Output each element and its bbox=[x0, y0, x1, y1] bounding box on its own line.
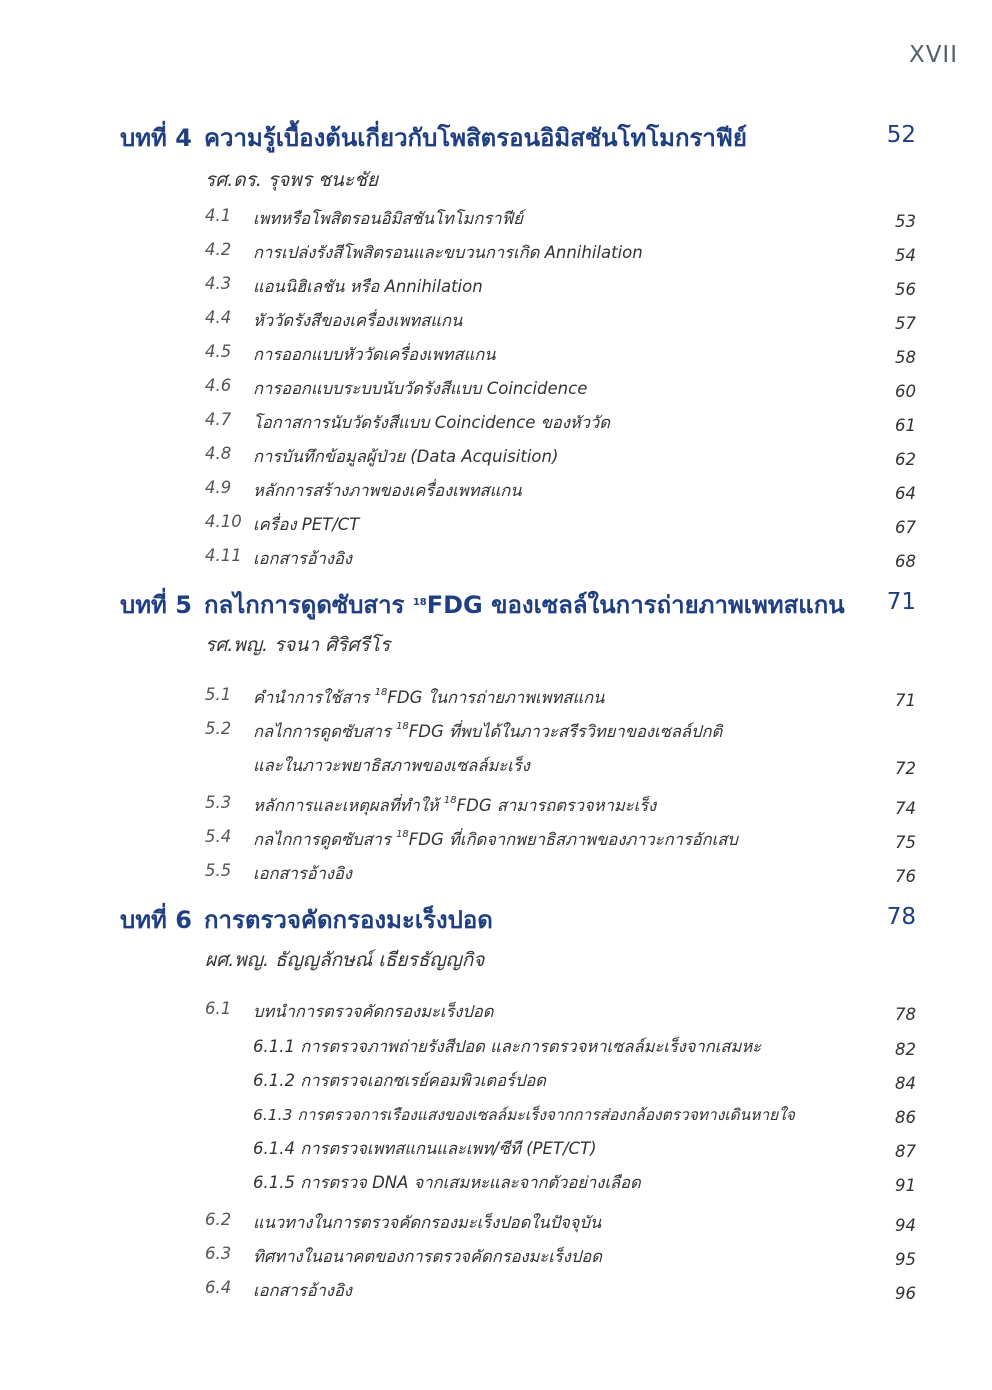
entry-number: 4.11 bbox=[205, 546, 242, 565]
entry-page: 74 bbox=[895, 799, 916, 818]
toc-subentry[interactable] bbox=[205, 1136, 916, 1164]
entry-number: 4.5 bbox=[205, 342, 232, 361]
toc-entry[interactable] bbox=[205, 827, 916, 855]
entry-page: 53 bbox=[895, 212, 916, 231]
entry-page: 68 bbox=[895, 552, 916, 571]
chapter-title: กลไกการดูดซับสาร $^{18}$FDG ของเซลล์ในการถ่ายภาพเพทสแกน bbox=[204, 591, 845, 619]
entry-title: 6.1.1 การตรวจภาพถ่ายรังสีปอด และการตรวจหาเซลล์มะเร็งจากเสมหะ bbox=[253, 1037, 762, 1056]
toc-entry[interactable] bbox=[205, 240, 916, 268]
entry-number: 6.2 bbox=[205, 1210, 232, 1229]
entry-page: 62 bbox=[895, 450, 916, 469]
toc-entry[interactable] bbox=[205, 274, 916, 302]
entry-title: เอกสารอ้างอิง bbox=[253, 864, 352, 883]
entry-page: 84 bbox=[895, 1074, 916, 1093]
toc-entry[interactable] bbox=[205, 1278, 916, 1306]
entry-title: เพทหรือโพสิตรอนอิมิสชันโทโมกราฟีย์ bbox=[253, 209, 523, 228]
toc-subentry[interactable] bbox=[205, 1068, 916, 1096]
chapter-label: บทที่ 4 bbox=[120, 124, 192, 152]
entry-number: 5.3 bbox=[205, 793, 232, 812]
toc-entry[interactable] bbox=[205, 546, 916, 574]
entry-page: 61 bbox=[895, 416, 916, 435]
toc-entry[interactable] bbox=[205, 719, 916, 781]
entry-number: 4.2 bbox=[205, 240, 232, 259]
entry-number: 5.2 bbox=[205, 719, 232, 738]
chapter-label: บทที่ 6 bbox=[120, 906, 192, 934]
entry-number: 5.1 bbox=[205, 685, 232, 704]
toc-entry[interactable] bbox=[205, 793, 916, 821]
entry-title: คำนำการใช้สาร $^{18}$FDG ในการถ่ายภาพเพทสแกน bbox=[253, 687, 605, 707]
entry-page: 54 bbox=[895, 246, 916, 265]
entry-title: การเปล่งรังสีโพสิตรอนและขบวนการเกิด Annihilation bbox=[253, 243, 643, 262]
toc-entry[interactable] bbox=[205, 444, 916, 472]
entry-title: เอกสารอ้างอิง bbox=[253, 1281, 352, 1300]
entry-page: 75 bbox=[895, 833, 916, 852]
chapter-6-heading[interactable] bbox=[120, 900, 916, 940]
entry-page: 87 bbox=[895, 1142, 916, 1161]
entry-number: 4.6 bbox=[205, 376, 232, 395]
entry-page: 91 bbox=[895, 1176, 916, 1195]
entry-page: 94 bbox=[895, 1216, 916, 1235]
entry-page: 95 bbox=[895, 1250, 916, 1269]
chapter-4-heading[interactable] bbox=[120, 118, 916, 158]
chapter-page: 71 bbox=[886, 589, 916, 615]
entry-title: หัววัดรังสีของเครื่องเพทสแกน bbox=[253, 311, 463, 330]
toc-entry[interactable] bbox=[205, 999, 916, 1027]
entry-title: บทนำการตรวจคัดกรองมะเร็งปอด bbox=[253, 1002, 494, 1021]
entry-page: 78 bbox=[895, 1005, 916, 1024]
toc-entry[interactable] bbox=[205, 685, 916, 713]
entry-number: 4.9 bbox=[205, 478, 232, 497]
entry-page: 96 bbox=[895, 1284, 916, 1303]
page-number: XVII bbox=[908, 42, 958, 68]
entry-number: 4.1 bbox=[205, 206, 232, 225]
entry-title: เอกสารอ้างอิง bbox=[253, 549, 352, 568]
entry-title: 6.1.3 การตรวจการเรืองแสงของเซลล์มะเร็งจากการส่องกล้องตรวจทางเดินหายใจ bbox=[253, 1106, 795, 1124]
chapter-title: การตรวจคัดกรองมะเร็งปอด bbox=[204, 906, 493, 934]
entry-page: 58 bbox=[895, 348, 916, 367]
entry-title: แนวทางในการตรวจคัดกรองมะเร็งปอดในปัจจุบัน bbox=[253, 1213, 602, 1232]
toc-entry[interactable] bbox=[205, 376, 916, 404]
entry-title: การออกแบบหัววัดเครื่องเพทสแกน bbox=[253, 345, 496, 364]
entry-title: 6.1.2 การตรวจเอกซเรย์คอมพิวเตอร์ปอด bbox=[253, 1071, 546, 1090]
entry-title: กลไกการดูดซับสาร $^{18}$FDG ที่พบได้ในภาวะสรีรวิทยาของเซลล์ปกติ bbox=[253, 721, 723, 741]
entry-title: การบันทึกข้อมูลผู้ป่วย (Data Acquisition) bbox=[253, 447, 559, 466]
chapter-page: 52 bbox=[886, 122, 916, 148]
entry-title: หลักการสร้างภาพของเครื่องเพทสแกน bbox=[253, 481, 522, 500]
entry-page: 71 bbox=[895, 691, 916, 710]
entry-page: 56 bbox=[895, 280, 916, 299]
entry-title: หลักการและเหตุผลที่ทำให้ $^{18}$FDG สามารถตรวจหามะเร็ง bbox=[253, 795, 657, 815]
toc-entry[interactable] bbox=[205, 206, 916, 234]
entry-page: 60 bbox=[895, 382, 916, 401]
toc-entry[interactable] bbox=[205, 410, 916, 438]
toc-subentry[interactable] bbox=[205, 1170, 916, 1198]
toc-entry[interactable] bbox=[205, 308, 916, 336]
chapter-5-heading[interactable] bbox=[120, 585, 916, 625]
entry-page: 82 bbox=[895, 1040, 916, 1059]
entry-page: 86 bbox=[895, 1108, 916, 1127]
entry-number: 5.4 bbox=[205, 827, 232, 846]
entry-title: โอกาสการนับวัดรังสีแบบ Coincidence ของหัววัด bbox=[253, 413, 610, 432]
toc-entry[interactable] bbox=[205, 342, 916, 370]
chapter-label: บทที่ 5 bbox=[120, 591, 192, 619]
entry-number: 6.4 bbox=[205, 1278, 232, 1297]
chapter-author: รศ.พญ. รจนา ศิริศรีโร bbox=[205, 634, 391, 656]
entry-title: การออกแบบระบบนับวัดรังสีแบบ Coincidence bbox=[253, 379, 588, 398]
entry-title: แอนนิฮิเลชัน หรือ Annihilation bbox=[253, 277, 483, 296]
chapter-author: รศ.ดร. รุจพร ชนะชัย bbox=[205, 169, 379, 191]
toc-entry[interactable] bbox=[205, 478, 916, 506]
toc-entry[interactable] bbox=[205, 861, 916, 889]
entry-number: 4.7 bbox=[205, 410, 232, 429]
chapter-author: ผศ.พญ. ธัญญลักษณ์ เธียรธัญญกิจ bbox=[205, 949, 485, 971]
entry-page: 57 bbox=[895, 314, 916, 333]
entry-title-line2: และในภาวะพยาธิสภาพของเซลล์มะเร็ง bbox=[253, 756, 530, 775]
toc-entry[interactable] bbox=[205, 512, 916, 540]
entry-number: 6.1 bbox=[205, 999, 232, 1018]
entry-number: 4.4 bbox=[205, 308, 232, 327]
entry-number: 6.3 bbox=[205, 1244, 232, 1263]
entry-number: 4.10 bbox=[205, 512, 242, 531]
entry-number: 4.3 bbox=[205, 274, 232, 293]
entry-page: 67 bbox=[895, 518, 916, 537]
chapter-title: ความรู้เบื้องต้นเกี่ยวกับโพสิตรอนอิมิสชันโทโมกราฟีย์ bbox=[204, 124, 747, 152]
toc-entry[interactable] bbox=[205, 1244, 916, 1272]
toc-entry[interactable] bbox=[205, 1210, 916, 1238]
entry-title: กลไกการดูดซับสาร $^{18}$FDG ที่เกิดจากพยาธิสภาพของภาวะการอักเสบ bbox=[253, 829, 738, 849]
chapter-page: 78 bbox=[886, 904, 916, 930]
entry-title: ทิศทางในอนาคตของการตรวจคัดกรองมะเร็งปอด bbox=[253, 1247, 602, 1266]
entry-title: เครื่อง PET/CT bbox=[253, 515, 360, 534]
entry-page: 76 bbox=[895, 867, 916, 886]
entry-page: 72 bbox=[895, 759, 916, 778]
toc-subentry[interactable] bbox=[205, 1034, 916, 1062]
toc-subentry[interactable] bbox=[205, 1102, 916, 1130]
entry-page: 64 bbox=[895, 484, 916, 503]
entry-number: 4.8 bbox=[205, 444, 232, 463]
entry-title: 6.1.4 การตรวจเพทสแกนและเพท/ซีที (PET/CT) bbox=[253, 1139, 597, 1158]
entry-number: 5.5 bbox=[205, 861, 232, 880]
entry-title: 6.1.5 การตรวจ DNA จากเสมหะและจากตัวอย่างเลือด bbox=[253, 1173, 641, 1192]
